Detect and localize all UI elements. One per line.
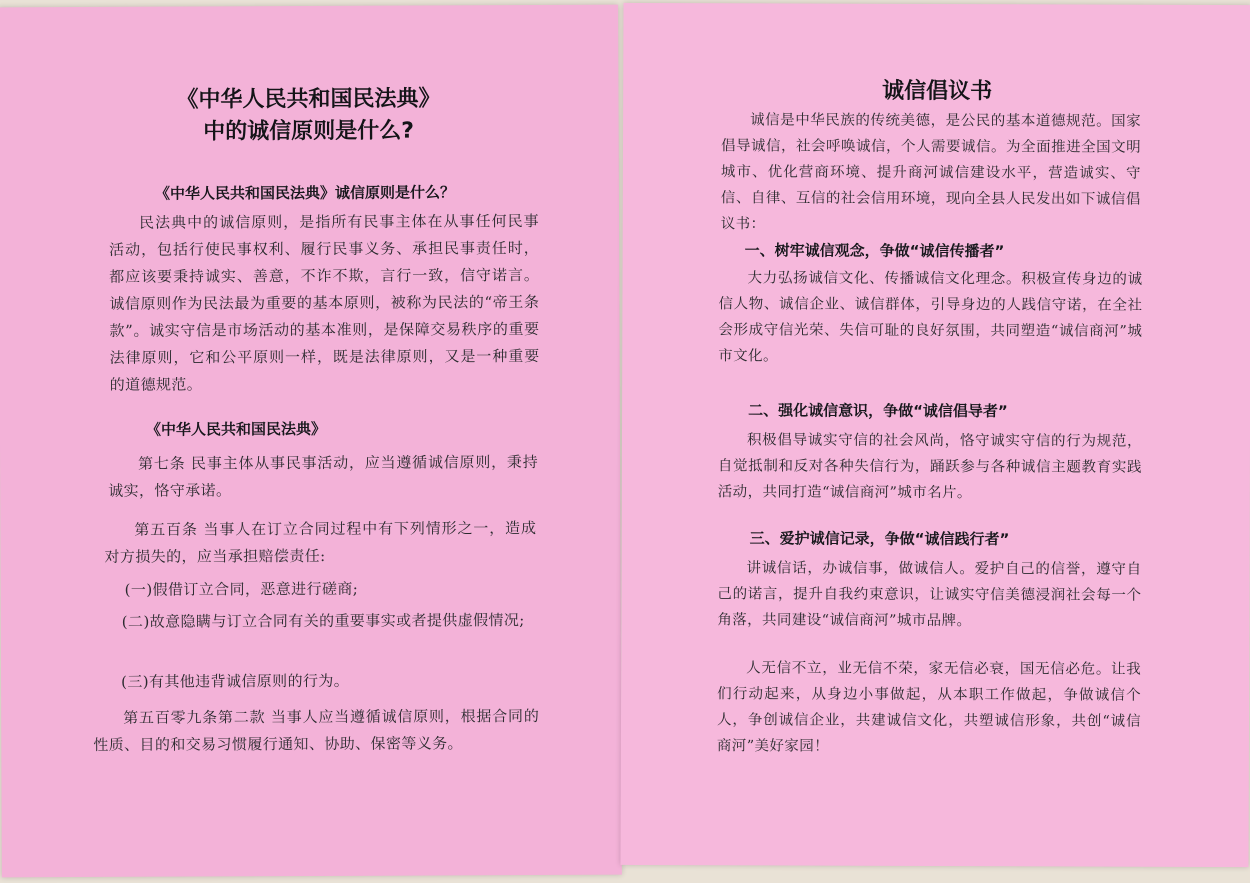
initiative-intro: 诚信是中华民族的传统美德，是公民的基本道德规范。国家倡导诚信，社会呼唤诚信，个人需要诚信。为全面推进全国文明城市、优化营商环境、提升商河诚信建设水平，营造诚实、守信、自律、互信的社会信用环境，现向全县人民发出如下诚信倡议书： [720, 112, 1142, 233]
right-title: 诚信倡议书 [882, 78, 993, 105]
initiative-paragraph-3: 讲诚信话，办诚信事，做诚信人。爱护自己的信誉，遵守自己的诺言，提升自我约束意识，让诚实守信美德浸润社会每一个角落，共同建设“诚信商河”城市品牌。 [717, 560, 1142, 630]
initiative-heading-2: 二、强化诚信意识，争做“诚信倡导者” [748, 401, 1008, 421]
article-509-clause-2: 第五百零九条第二款 当事人应当遵循诚信原则，根据合同的性质、目的和交易习惯履行通知、协助、保密等义务。 [93, 707, 540, 754]
question-body: 民法典中的诚信原则，是指所有民事主体在从事任何民事活动，包括行使民事权利、履行民事义务、承担民事责任时，都应该要秉持诚实、善意，不诈不欺，言行一致，信守诺言。诚信原则作为民法最为重要的基本原则，被称为民法的“帝王条款”。诚实守信是市场活动的基本准则，是保障交易秩序的重要法律原则，它和公平原则一样，既是法律原则，又是一种重要的道德规范。 [109, 211, 540, 394]
left-title-line2: 中的诚信原则是什么? [203, 118, 415, 145]
left-title-line1: 《中华人民共和国民法典》 [176, 86, 441, 113]
article-500: 第五百条 当事人在订立合同过程中有下列情形之一，造成对方损失的，应当承担赔偿责任: [104, 519, 537, 566]
right-document-sheet [620, 3, 1250, 867]
article-500-item-3: (三)有其他违背诚信原则的行为。 [121, 671, 350, 691]
article-7: 第七条 民事主体从事民事活动，应当遵循诚信原则，秉持诚实，恪守承诺。 [108, 453, 539, 500]
initiative-heading-1: 一、树牢诚信观念，争做“诚信传播者” [744, 241, 1005, 261]
left-document-sheet [0, 5, 622, 878]
civil-code-heading: 《中华人民共和国民法典》 [145, 419, 327, 439]
initiative-closing: 人无信不立，业无信不荣，家无信必衰，国无信必危。让我们行动起来，从身边小事做起，从本职工作做起，争做诚信个人，争创诚信企业，共建诚信文化，共塑诚信形象，共创“诚信商河”美好家园！ [716, 660, 1142, 755]
article-500-item-1: (一)假借订立合同，恶意进行磋商; [124, 579, 359, 599]
initiative-paragraph-2: 积极倡导诚实守信的社会风尚，恪守诚实守信的行为规范，自觉抵制和反对各种失信行为，踊跃参与各种诚信主题教育实践活动，共同打造“诚信商河”城市名片。 [717, 432, 1143, 502]
left-title [0, 83, 619, 150]
question-heading: 《中华人民共和国民法典》诚信原则是什么？ [154, 183, 455, 203]
initiative-paragraph-1: 大力弘扬诚信文化、传播诚信文化理念。积极宣传身边的诚信人物、诚信企业、诚信群体，引导身边的人践信守诺，在全社会形成守信光荣、失信可耻的良好氛围，共同塑造“诚信商河”城市文化。 [718, 270, 1143, 365]
article-500-item-2: (二)故意隐瞒与订立合同有关的重要事实或者提供虚假情况; [121, 611, 525, 631]
initiative-heading-3: 三、爱护诚信记录，争做“诚信践行者” [749, 529, 1010, 549]
